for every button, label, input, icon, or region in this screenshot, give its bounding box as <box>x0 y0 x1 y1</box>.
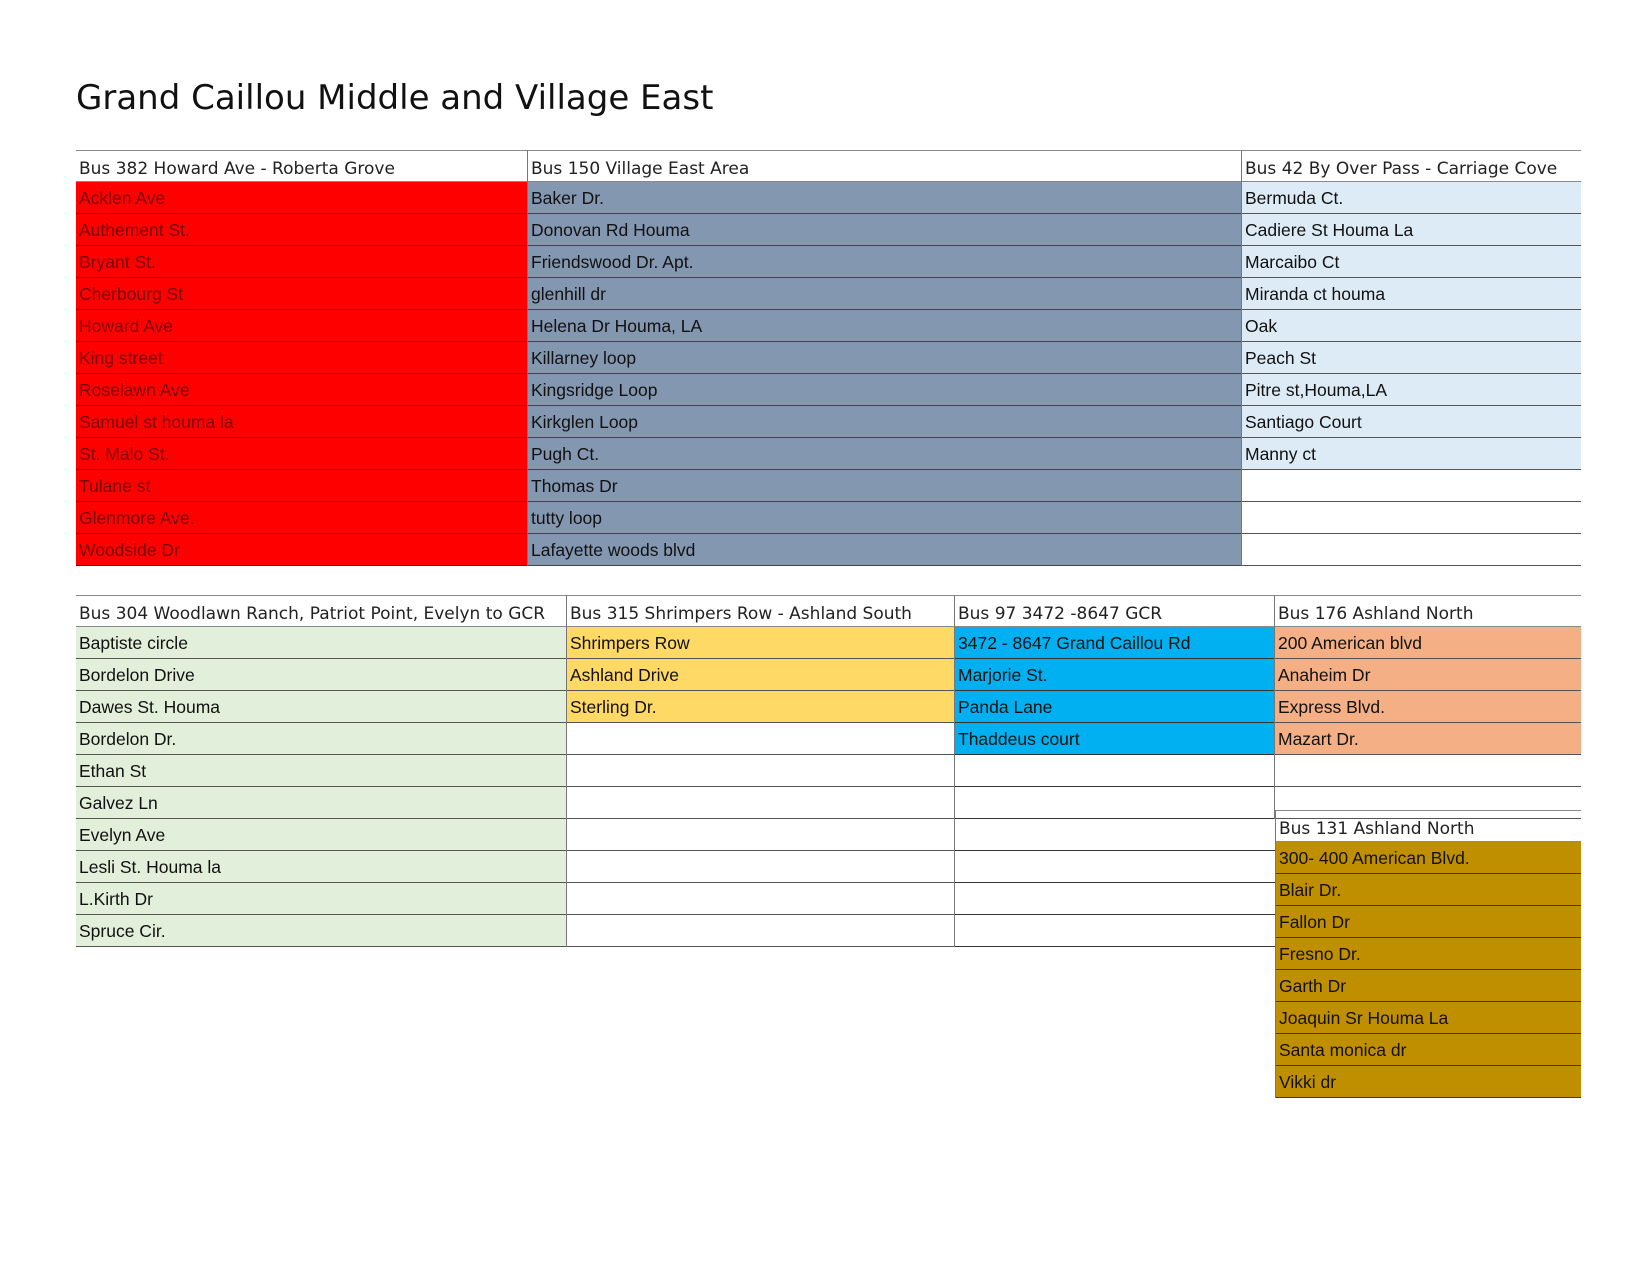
bus-382-street: Cherbourg St <box>76 278 527 310</box>
bus-42-street: Bermuda Ct. <box>1242 182 1581 214</box>
bus-304-street: Spruce Cir. <box>76 915 566 947</box>
empty-cell <box>955 915 1275 947</box>
bus-97-header: Bus 97 3472 -8647 GCR <box>955 595 1275 627</box>
bus-150-street: Baker Dr. <box>528 182 1242 214</box>
bus-42-street: Peach St <box>1242 342 1581 374</box>
bus-382-street: Authement St. <box>76 214 527 246</box>
bus-382-header: Bus 382 Howard Ave - Roberta Grove <box>76 150 527 182</box>
bus-176-street: Express Blvd. <box>1275 691 1581 723</box>
bus-382-street: Bryant St. <box>76 246 527 278</box>
bus-97-street: Thaddeus court <box>955 723 1275 755</box>
bus-382-street: Glenmore Ave. <box>76 502 527 534</box>
bus-382-street: St. Malo St. <box>76 438 527 470</box>
bus-97-column <box>954 595 1275 947</box>
bus-304-street: Baptiste circle <box>76 627 566 659</box>
empty-cell <box>1242 502 1581 534</box>
bus-315-street: Sterling Dr. <box>567 691 955 723</box>
bus-315-street: Shrimpers Row <box>567 627 955 659</box>
bus-42-street: Miranda ct houma <box>1242 278 1581 310</box>
bus-176-column <box>1274 595 1581 819</box>
bus-131-column <box>1275 810 1581 1098</box>
bus-150-street: Lafayette woods blvd <box>528 534 1242 566</box>
bus-382-street: Acklen Ave <box>76 182 527 214</box>
bus-131-street: Fresno Dr. <box>1276 938 1581 970</box>
bus-150-street: Killarney loop <box>528 342 1242 374</box>
empty-cell <box>955 787 1275 819</box>
bus-304-street: Dawes St. Houma <box>76 691 566 723</box>
bus-304-column <box>76 595 566 947</box>
bus-304-street: L.Kirth Dr <box>76 883 566 915</box>
bus-382-column <box>76 150 527 566</box>
bus-42-column <box>1241 150 1581 566</box>
bus-150-street: Donovan Rd Houma <box>528 214 1242 246</box>
empty-cell <box>1275 755 1581 787</box>
empty-cell <box>567 723 955 755</box>
bus-315-street: Ashland Drive <box>567 659 955 691</box>
bus-42-street: Oak <box>1242 310 1581 342</box>
bus-150-street: Kingsridge Loop <box>528 374 1242 406</box>
bus-131-street: Santa monica dr <box>1276 1034 1581 1066</box>
bus-304-street: Galvez Ln <box>76 787 566 819</box>
page-title: Grand Caillou Middle and Village East <box>76 78 714 118</box>
bus-304-street: Bordelon Dr. <box>76 723 566 755</box>
bus-131-street: Joaquin Sr Houma La <box>1276 1002 1581 1034</box>
bus-382-street: Roselawn Ave <box>76 374 527 406</box>
bus-382-street: Howard Ave <box>76 310 527 342</box>
bus-304-street: Ethan St <box>76 755 566 787</box>
bus-42-street: Santiago Court <box>1242 406 1581 438</box>
bus-382-street: Woodside Dr <box>76 534 527 566</box>
bus-97-street: Panda Lane <box>955 691 1275 723</box>
bus-176-street: 200 American blvd <box>1275 627 1581 659</box>
bus-150-street: Friendswood Dr. Apt. <box>528 246 1242 278</box>
empty-cell <box>567 915 955 947</box>
bus-382-street: Samuel st houma la <box>76 406 527 438</box>
bus-42-street: Cadiere St Houma La <box>1242 214 1581 246</box>
bus-97-street: Marjorie St. <box>955 659 1275 691</box>
bus-42-street: Pitre st,Houma,LA <box>1242 374 1581 406</box>
bus-315-header: Bus 315 Shrimpers Row - Ashland South <box>567 595 955 627</box>
bus-176-street: Anaheim Dr <box>1275 659 1581 691</box>
bus-97-street: 3472 - 8647 Grand Caillou Rd <box>955 627 1275 659</box>
bus-131-street: Fallon Dr <box>1276 906 1581 938</box>
bus-304-street: Bordelon Drive <box>76 659 566 691</box>
bus-131-header: Bus 131 Ashland North <box>1276 810 1581 842</box>
bus-150-street: Kirkglen Loop <box>528 406 1242 438</box>
empty-cell <box>567 787 955 819</box>
bus-176-street: Mazart Dr. <box>1275 723 1581 755</box>
bus-315-column <box>566 595 955 947</box>
empty-cell <box>955 755 1275 787</box>
bus-42-street: Marcaibo Ct <box>1242 246 1581 278</box>
bus-304-street: Lesli St. Houma la <box>76 851 566 883</box>
bus-42-header: Bus 42 By Over Pass - Carriage Cove <box>1242 150 1581 182</box>
empty-cell <box>567 883 955 915</box>
bus-42-street: Manny ct <box>1242 438 1581 470</box>
empty-cell <box>955 819 1275 851</box>
bus-150-street: Thomas Dr <box>528 470 1242 502</box>
bus-150-street: tutty loop <box>528 502 1242 534</box>
bus-131-street: Blair Dr. <box>1276 874 1581 906</box>
empty-cell <box>567 819 955 851</box>
bus-176-header: Bus 176 Ashland North <box>1275 595 1581 627</box>
empty-cell <box>567 851 955 883</box>
empty-cell <box>567 755 955 787</box>
bus-150-header: Bus 150 Village East Area <box>528 150 1242 182</box>
empty-cell <box>1242 534 1581 566</box>
bus-304-street: Evelyn Ave <box>76 819 566 851</box>
empty-cell <box>1242 470 1581 502</box>
bus-131-street: 300- 400 American Blvd. <box>1276 842 1581 874</box>
bus-382-street: Tulane st <box>76 470 527 502</box>
bus-304-header: Bus 304 Woodlawn Ranch, Patriot Point, Evelyn to GCR <box>76 595 566 627</box>
bus-150-street: glenhill dr <box>528 278 1242 310</box>
empty-cell <box>955 883 1275 915</box>
bus-131-street: Vikki dr <box>1276 1066 1581 1098</box>
empty-cell <box>955 851 1275 883</box>
bus-150-column <box>527 150 1242 566</box>
bus-131-street: Garth Dr <box>1276 970 1581 1002</box>
bus-150-street: Pugh Ct. <box>528 438 1242 470</box>
bus-150-street: Helena Dr Houma, LA <box>528 310 1242 342</box>
bus-382-street: King street <box>76 342 527 374</box>
